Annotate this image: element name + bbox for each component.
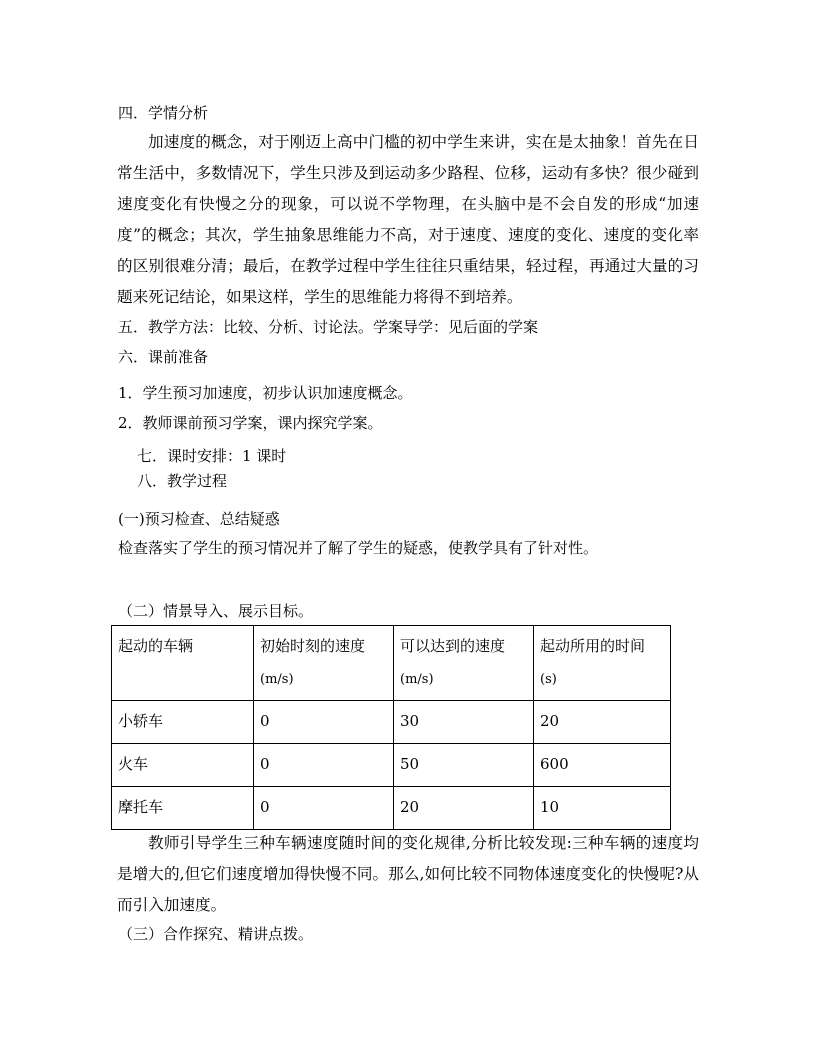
table-header-cell: 初始时刻的速度 (m/s)	[254, 626, 394, 701]
table-row	[112, 701, 671, 744]
preparation-item-1: 1．学生预习加速度，初步认识加速度概念。	[118, 384, 413, 402]
table-cell: 摩托车	[112, 787, 254, 830]
table-row	[112, 744, 671, 787]
after-table-paragraph: 教师引导学生三种车辆速度随时间的变化规律,分析比较发现:三种车辆的速度均是增大的,但它们速度增加得快慢不同。那么,如何比较不同物体速度变化的快慢呢?从而引入加速度。	[117, 834, 699, 914]
table-cell: 50	[394, 744, 534, 787]
section-8-heading: 八．教学过程	[137, 472, 228, 490]
table-cell: 20	[534, 701, 671, 744]
table-cell: 小轿车	[112, 701, 254, 744]
table-cell: 20	[394, 787, 534, 830]
section-6-heading: 六．课前准备	[118, 348, 209, 366]
table-row	[112, 787, 671, 830]
table-header-cell: 起动的车辆	[112, 626, 254, 701]
subsection-2-heading: （二）情景导入、展示目标。	[118, 602, 314, 620]
preparation-item-2: 2．教师课前预习学案，课内探究学案。	[118, 414, 383, 432]
section-4-heading: 四．学情分析	[118, 104, 209, 122]
subsection-1-heading: (一)预习检查、总结疑惑	[118, 510, 280, 528]
table-cell: 火车	[112, 744, 254, 787]
subsection-3-heading: （三）合作探究、精讲点拨。	[118, 925, 314, 943]
section-5-teaching-method: 五．教学方法：比较、分析、讨论法。学案导学：见后面的学案	[118, 318, 539, 336]
table-cell: 0	[254, 744, 394, 787]
table-cell: 10	[534, 787, 671, 830]
subsection-1-text: 检查落实了学生的预习情况并了解了学生的疑惑，使教学具有了针对性。	[118, 539, 599, 557]
table-header-cell: 可以达到的速度 (m/s)	[394, 626, 534, 701]
section-7-schedule: 七．课时安排：1 课时	[137, 447, 287, 465]
table-header-row	[112, 626, 671, 701]
table-header-cell: 起动所用的时间 (s)	[534, 626, 671, 701]
table-cell: 30	[394, 701, 534, 744]
table-cell: 0	[254, 701, 394, 744]
table-cell: 600	[534, 744, 671, 787]
table-cell: 0	[254, 787, 394, 830]
learner-analysis-paragraph: 加速度的概念，对于刚迈上高中门槛的初中学生来讲，实在是太抽象！首先在日常生活中，多数情况下，学生只涉及到运动多少路程、位移，运动有多快？很少碰到速度变化有快慢之分的现象，可以说不学物理，在头脑中是不会自发的形成“加速度”的概念；其次，学生抽象思维能力不高，对于速度、速度的变化、速度的变化率的区别很难分清；最后，在教学过程中学生往往只重结果，轻过程，再通过大量的习题来死记结论，如果这样，学生的思维能力将得不到培养。	[117, 133, 699, 306]
vehicle-speed-table	[111, 625, 671, 830]
